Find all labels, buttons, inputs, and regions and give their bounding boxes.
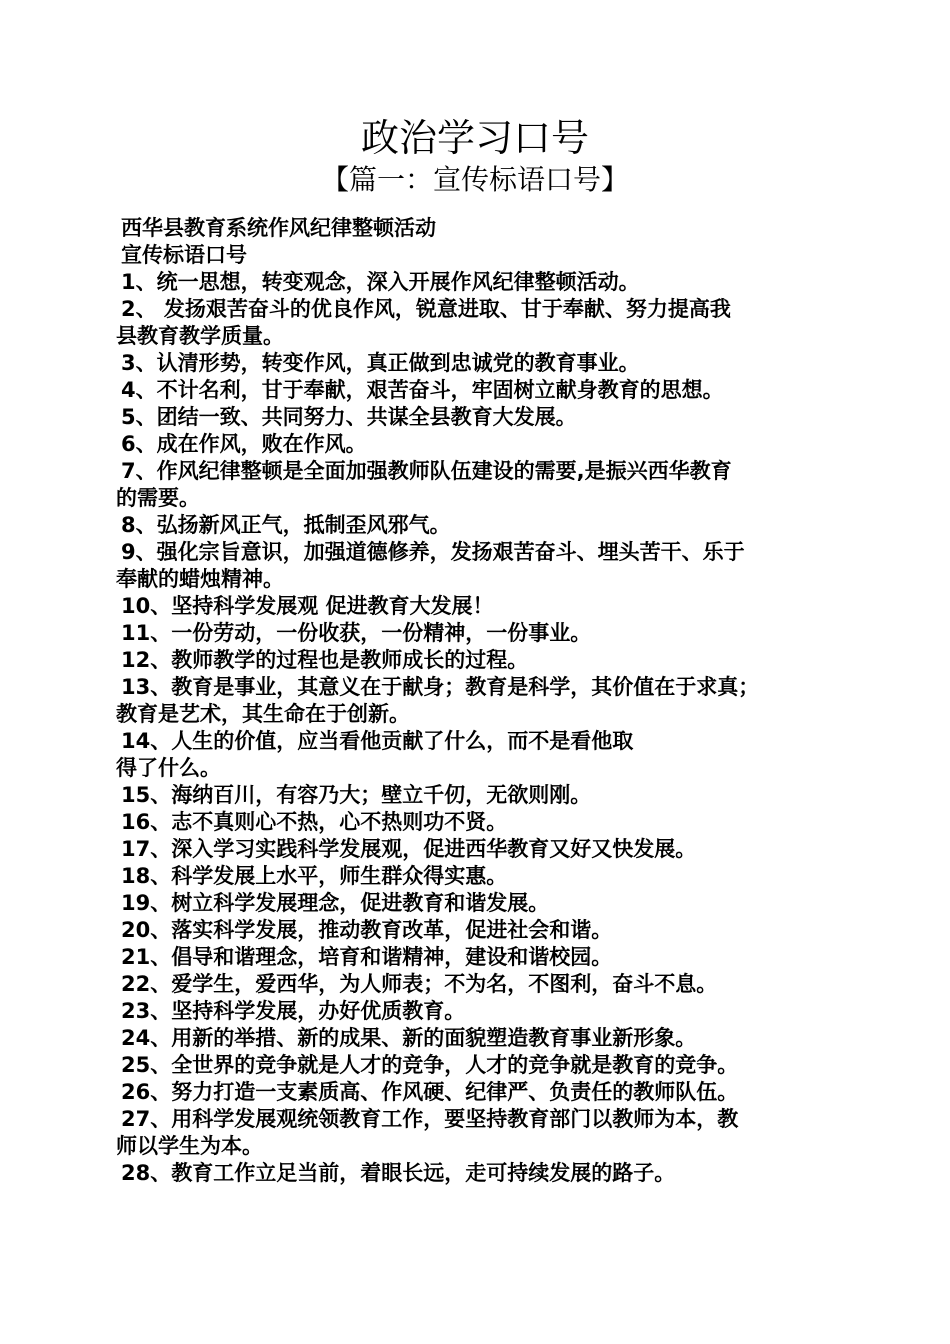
slogan-line: 18、科学发展上水平，师生群众得实惠。 [121, 864, 508, 888]
slogan-line: 23、坚持科学发展，办好优质教育。 [121, 999, 466, 1023]
slogan-line: 24、用新的举措、新的成果、新的面貌塑造教育事业新形象。 [121, 1026, 697, 1050]
slogan-line: 12、教师教学的过程也是教师成长的过程。 [121, 648, 529, 672]
slogan-line: 10、坚持科学发展观 促进教育大发展！ [121, 594, 494, 618]
slogan-line: 28、教育工作立足当前，着眼长远，走可持续发展的路子。 [121, 1161, 676, 1185]
slogan-line: 20、落实科学发展，推动教育改革，促进社会和谐。 [121, 918, 613, 942]
slogan-line: 19、树立科学发展理念，促进教育和谐发展。 [121, 891, 550, 915]
slogan-line: 14、人生的价值，应当看他贡献了什么，而不是看他取 [121, 729, 634, 753]
slogan-line: 15、海纳百川，有容乃大；壁立千仞，无欲则刚。 [121, 783, 592, 807]
slogan-line: 2、 发扬艰苦奋斗的优良作风，锐意进取、甘于奉献、努力提高我 [121, 297, 731, 321]
slogan-line: 3、认清形势，转变作风，真正做到忠诚党的教育事业。 [121, 351, 640, 375]
slogan-line: 13、教育是事业，其意义在于献身；教育是科学，其价值在于求真； [121, 675, 760, 699]
slogan-line-continued: 教育是艺术，其生命在于创新。 [116, 702, 410, 726]
section-heading: 西华县教育系统作风纪律整顿活动 [121, 216, 436, 240]
slogan-line: 27、用科学发展观统领教育工作，要坚持教育部门以教师为本，教 [121, 1107, 739, 1131]
slogan-line: 22、爱学生，爱西华，为人师表；不为名，不图利，奋斗不息。 [121, 972, 718, 996]
slogan-line: 25、全世界的竞争就是人才的竞争，人才的竞争就是教育的竞争。 [121, 1053, 739, 1077]
slogan-line: 21、倡导和谐理念，培育和谐精神，建设和谐校园。 [121, 945, 613, 969]
slogan-line: 26、努力打造一支素质高、作风硬、纪律严、负责任的教师队伍。 [121, 1080, 739, 1104]
document-body [116, 215, 836, 1187]
slogan-line: 1、统一思想，转变观念，深入开展作风纪律整顿活动。 [121, 270, 640, 294]
slogan-line: 11、一份劳动，一份收获，一份精神，一份事业。 [121, 621, 592, 645]
section-subheading: 宣传标语口号 [121, 243, 247, 267]
slogan-line-continued: 奉献的蜡烛精神。 [116, 567, 284, 591]
slogan-line: 7、作风纪律整顿是全面加强教师队伍建设的需要,是振兴西华教育 [121, 459, 732, 483]
slogan-line-continued: 师以学生为本。 [116, 1134, 263, 1158]
slogan-line: 9、强化宗旨意识，加强道德修养，发扬艰苦奋斗、埋头苦干、乐于 [121, 540, 745, 564]
slogan-line: 6、成在作风，败在作风。 [121, 432, 367, 456]
slogan-line: 8、弘扬新风正气，抵制歪风邪气。 [121, 513, 451, 537]
slogan-line: 17、深入学习实践科学发展观，促进西华教育又好又快发展。 [121, 837, 697, 861]
document-title: 政治学习口号 [360, 116, 589, 160]
slogan-line: 16、志不真则心不热，心不热则功不贤。 [121, 810, 508, 834]
slogan-line-continued: 县教育教学质量。 [116, 324, 284, 348]
slogan-line: 4、不计名利，甘于奉献，艰苦奋斗，牢固树立献身教育的思想。 [121, 378, 724, 402]
document-subtitle: 【篇一：宣传标语口号】 [320, 163, 629, 196]
slogan-line: 5、团结一致、共同努力、共谋全县教育大发展。 [121, 405, 577, 429]
slogan-line-continued: 得了什么。 [116, 756, 221, 780]
slogan-line-continued: 的需要。 [116, 486, 200, 510]
